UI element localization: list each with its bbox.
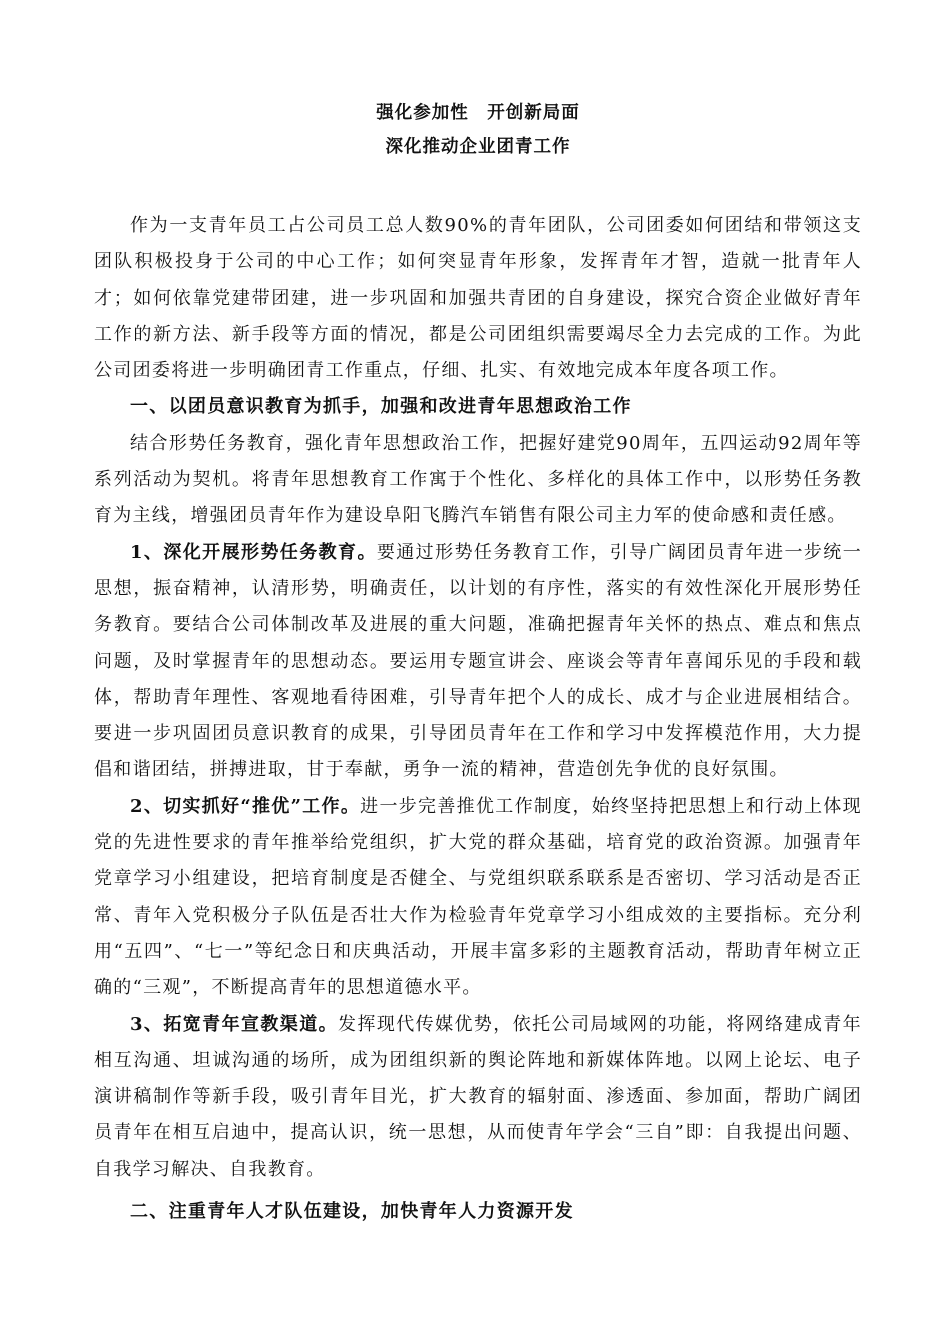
item-1-paragraph: [94, 535, 862, 789]
item-1-lead: 1、深化开展形势任务教育。: [130, 541, 377, 563]
item-3-body: 发挥现代传媒优势，依托公司局域网的功能，将网络建成青年相互沟通、坦诚沟通的场所，成为团组织新的舆论阵地和新媒体阵地。以网上论坛、电子演讲稿制作等新手段，吸引青年目光，扩大教育的辐射面、渗透面、参加面，帮助广阔团员青年在相互启迪中，提高认识，统一思想，从而使青年学会“三自”即：自我提出问题、自我学习解决、自我教育。: [94, 1013, 862, 1180]
item-2-paragraph: [94, 789, 862, 1007]
document-subtitle: 深化推动企业团青工作: [385, 137, 571, 157]
section-1-heading: 一、以团员意识教育为抓手，加强和改进青年思想政治工作: [130, 396, 632, 418]
item-3-paragraph: [94, 1007, 862, 1188]
section-1-intro-paragraph: 结合形势任务教育，强化青年思想政治工作，把握好建党90周年，五四运动92周年等系列活动为契机。将青年思想教育工作寓于个性化、多样化的具体工作中，以形势任务教育为主线，增强团员青年作为建设阜阳飞腾汽车销售有限公司主力军的使命感和责任感。: [94, 432, 862, 527]
intro-paragraph: 作为一支青年员工占公司员工总人数90%的青年团队，公司团委如何团结和带领这支团队积极投身于公司的中心工作；如何突显青年形象，发挥青年才智，造就一批青年人才；如何依靠党建带团建，进一步巩固和加强共青团的自身建设，探究合资企业做好青年工作的新方法、新手段等方面的情况，都是公司团组织需要竭尽全力去完成的工作。为此公司团委将进一步明确团青工作重点，仔细、扎实、有效地完成本年度各项工作。: [94, 215, 862, 382]
item-1-body: 要通过形势任务教育工作，引导广阔团员青年进一步统一思想，振奋精神，认清形势，明确责任，以计划的有序性，落实的有效性深化开展形势任务教育。要结合公司体制改革及进展的重大问题，准确把握青年关怀的热点、难点和焦点问题，及时掌握青年的思想动态。要运用专题宣讲会、座谈会等青年喜闻乐见的手段和载体，帮助青年理性、客观地看待困难，引导青年把个人的成长、成才与企业进展相结合。要进一步巩固团员意识教育的成果，引导团员青年在工作和学习中发挥模范作用，大力提倡和谐团结，拼搏进取，甘于奉献，勇争一流的精神，营造创先争优的良好氛围。: [94, 541, 862, 781]
document-body: [94, 208, 862, 1230]
item-2-lead: 2、切实抓好“推优”工作。: [130, 795, 361, 817]
item-2-body: 进一步完善推优工作制度，始终坚持把思想上和行动上体现党的先进性要求的青年推举给党组织，扩大党的群众基础，培育党的政治资源。加强青年党章学习小组建设，把培育制度是否健全、与党组织联系联系是否密切、学习活动是否正常、青年入党积极分子队伍是否壮大作为检验青年党章学习小组成效的主要指标。充分利用“五四”、“七一”等纪念日和庆典活动，开展丰富多彩的主题教育活动，帮助青年树立正确的“三观”，不断提高青年的思想道德水平。: [94, 795, 862, 999]
section-2-heading: 二、注重青年人才队伍建设，加快青年人力资源开发: [130, 1201, 574, 1223]
document-title: 强化参加性 开创新局面: [376, 103, 580, 123]
item-3-lead: 3、拓宽青年宣教渠道。: [130, 1013, 339, 1035]
